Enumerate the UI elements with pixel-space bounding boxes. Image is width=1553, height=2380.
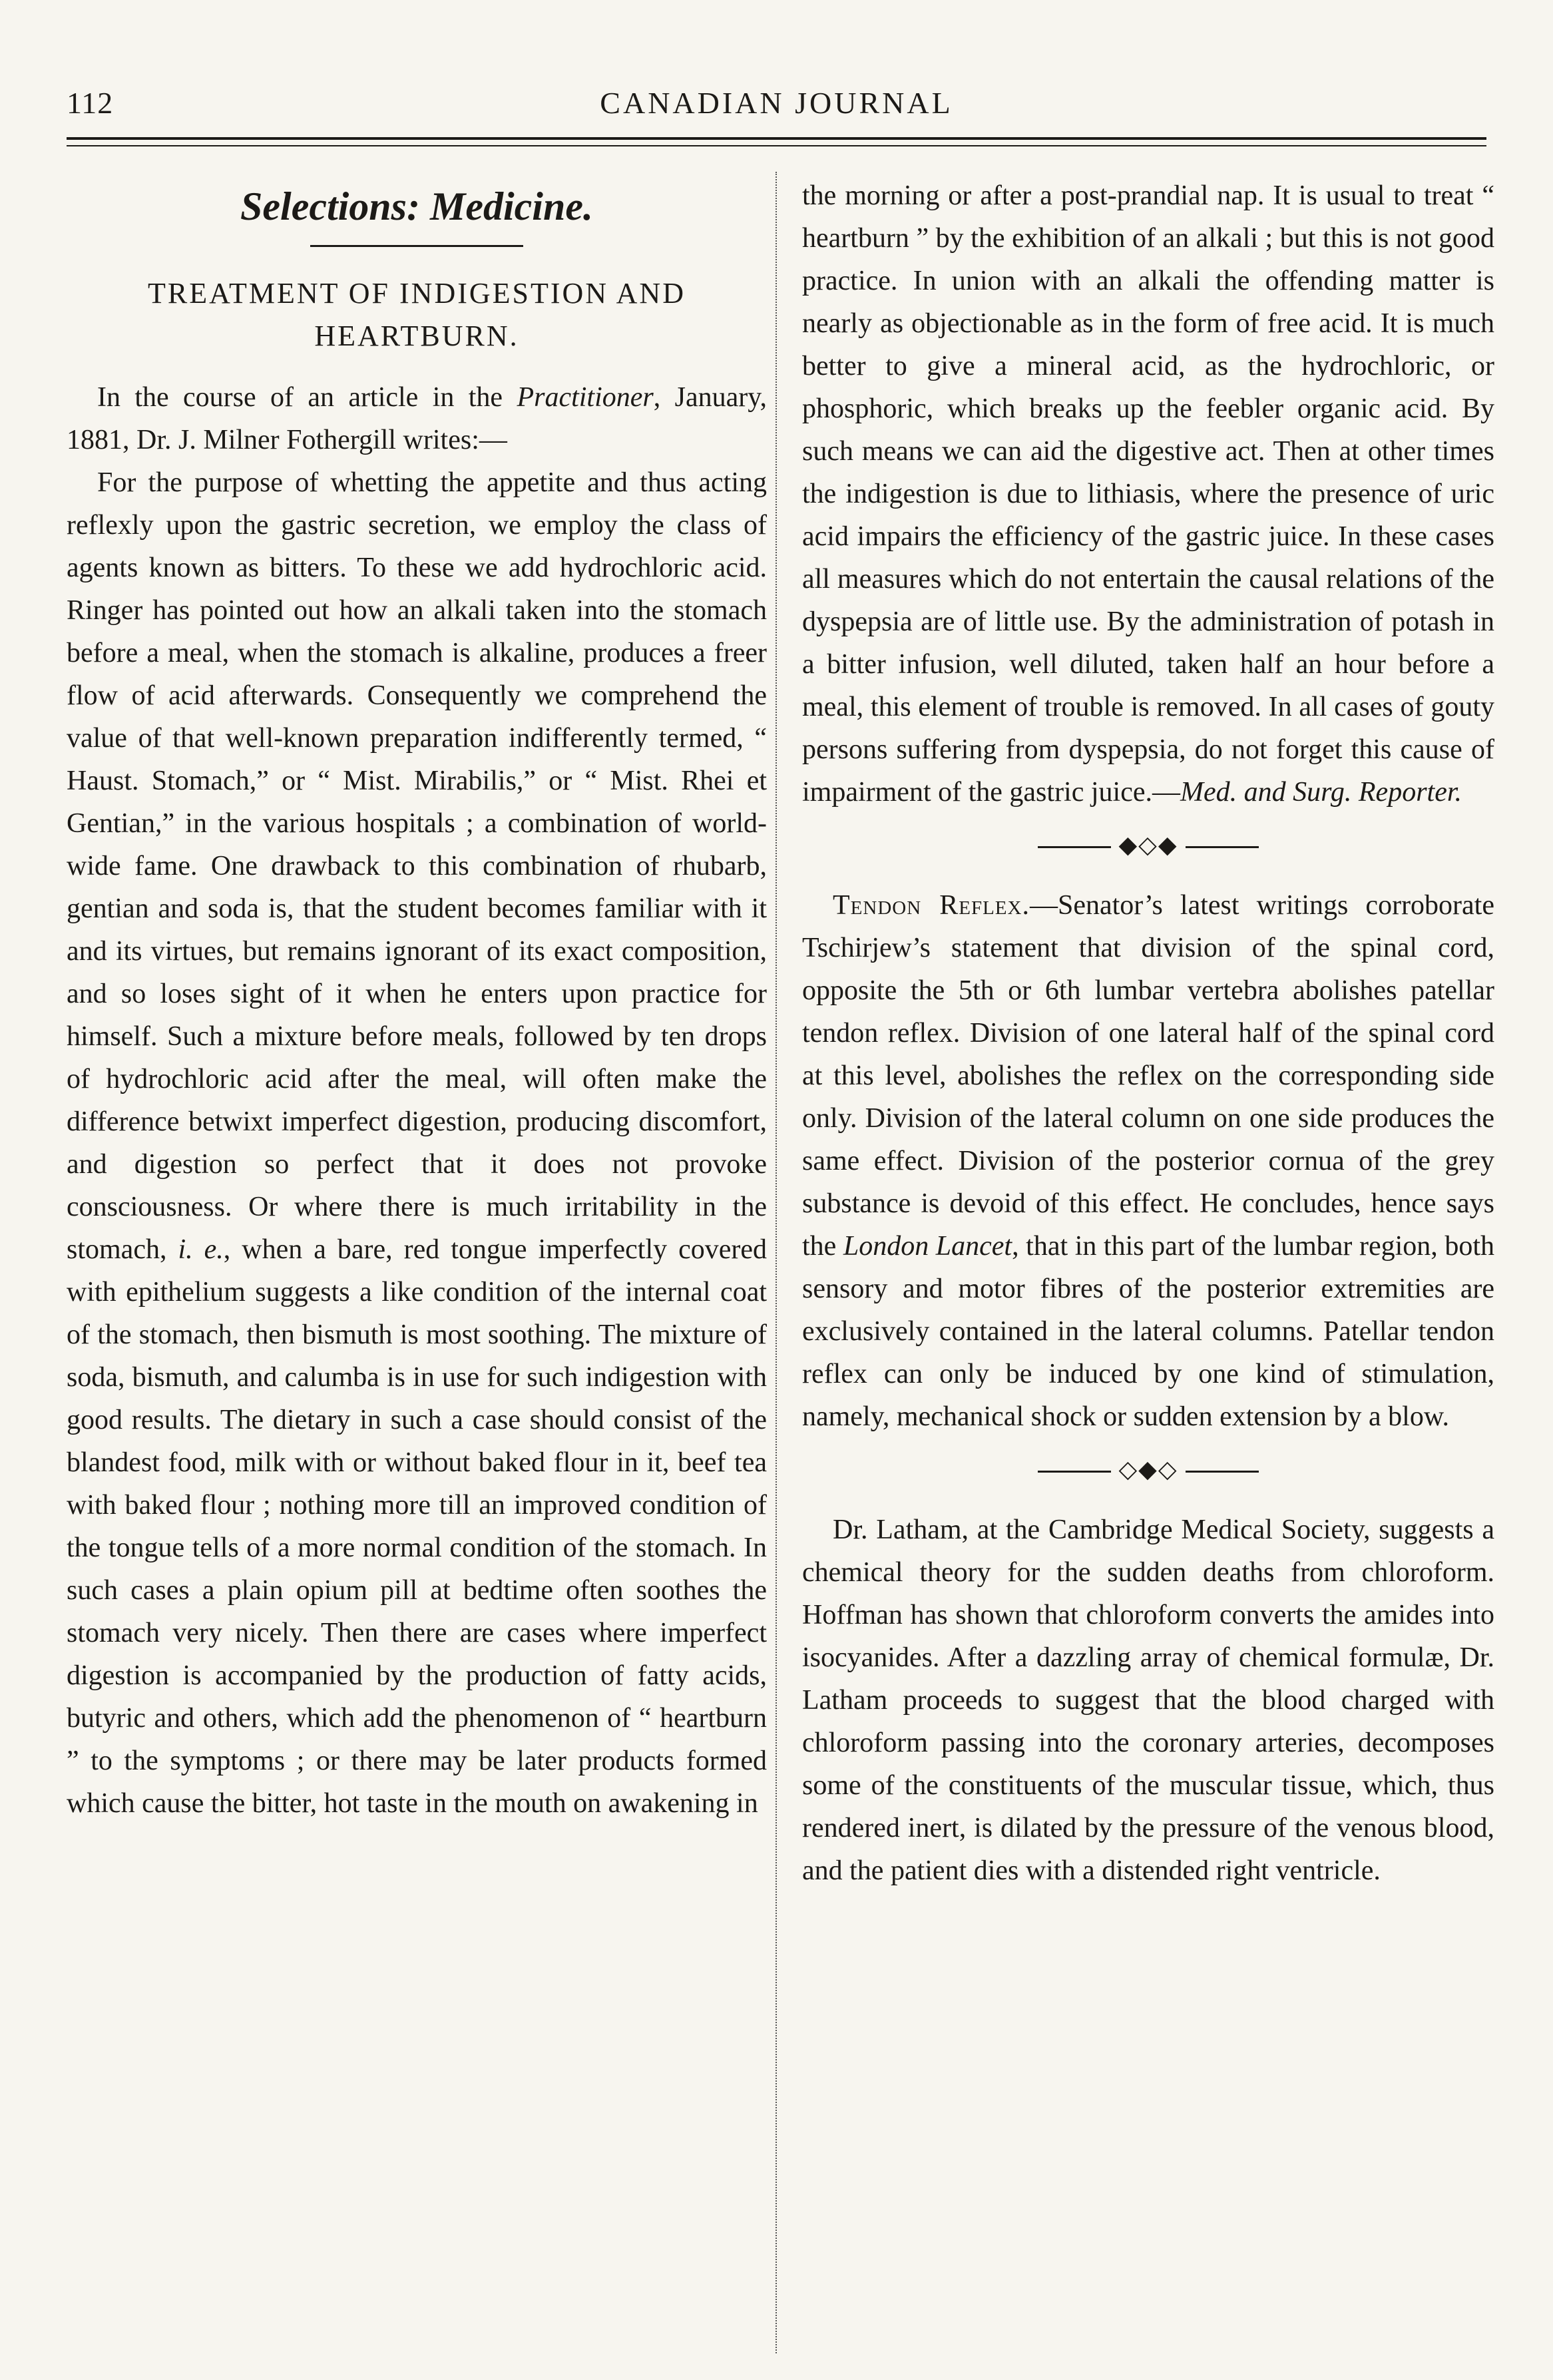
article-source: Med. and Surg. Reporter. bbox=[1180, 777, 1462, 808]
ornament-divider-2: ◇◆◇ bbox=[802, 1453, 1494, 1486]
chloroform-paragraph: Dr. Latham, at the Cambridge Medical Society, suggests a chemical theory for the sudden deaths from chloroform. Hoffman has shown that chloroform converts the amides into isocyanides. After a dazzling array of chemical formulæ, Dr. Latham proceeds to suggest that the blood charged with chloroform passing into the coronary arteries, decomposes some of the constituents of the muscular tissue, which, thus rendered inert, is dilated by the pressure of the venous blood, and the patient dies with a distended right ventricle. bbox=[802, 1515, 1494, 1886]
continuation-text: the morning or after a post-prandial nap. It is usual to treat “ heartburn ” by the exhibition of an alkali ; but this is not good practice. In union with an alkali the offending matter is nearly as objectionable as in the form of free acid. It is much better to give a mineral acid, as the hydrochloric, or phosphoric, which breaks up the feebler organic acid. By such means we can aid the digestive act. Then at other times the indigestion is due to lithiasis, where the presence of uric acid impairs the efficiency of the gastric juice. In these cases all measures which do not entertain the causal relations of the dyspepsia are of little use. By the administration of potash in a bitter infusion, well diluted, taken half an hour before a meal, this element of trouble is removed. In all cases of gouty persons suffering from dyspepsia, do not forget this cause of impairment of the gastric juice.— bbox=[802, 180, 1494, 808]
intro-text-a: In the course of an article in the bbox=[97, 382, 517, 413]
body-abbrev: i. e. bbox=[178, 1234, 224, 1265]
left-column bbox=[67, 174, 767, 1825]
article-body bbox=[67, 461, 767, 1825]
header-rule-thin bbox=[67, 145, 1486, 146]
tendon-reflex-title: Tendon Reflex. bbox=[833, 890, 1030, 921]
tendon-reflex-journal: London Lancet bbox=[843, 1231, 1012, 1262]
tendon-reflex-text-b: , that in this part of the lumbar region, both sensory and motor fibres of the posterior extremities are exclusively contained in the lateral columns. Patellar tendon reflex can only be induced by one kind of stimulation, namely, mechanical shock or sudden extension by a blow. bbox=[802, 1231, 1495, 1432]
body-text-a: For the purpose of whetting the appetite and thus acting reflexly upon the gastric secretion, we employ the class of agents known as bitters. To these we add hydrochloric acid. Ringer has pointed out how an alkali taken into the stomach before a meal, when the stomach is alkaline, produces a freer flow of acid afterwards. Consequently we comprehend the value of that well-known preparation indifferently termed, “ Haust. Stomach,” or “ Mist. Mirabilis,” or “ Mist. Rhei et Gentian,” in the various hospitals ; a combination of world-wide fame. One drawback to this combination of rhubarb, gentian and soda is, that the student becomes familiar with it and its virtues, but remains ignorant of its exact composition, and so loses sight of it when he enters upon practice for himself. Such a mixture before meals, followed by ten drops of hydrochloric acid after the meal, will often make the difference betwixt imperfect digestion, producing discomfort, and digestion so perfect that it does not provoke consciousness. Or where there is much irritability in the stomach, bbox=[67, 467, 767, 1265]
column-divider bbox=[776, 172, 777, 2353]
intro-journal-name: Practitioner bbox=[517, 382, 654, 413]
page-header bbox=[67, 85, 1486, 125]
intro-text-b: , January, 1881, Dr. J. Milner Fothergill writes:— bbox=[67, 382, 768, 455]
ornament-divider-1: ◆◇◆ bbox=[802, 828, 1494, 861]
tendon-reflex-text-a: —Senator’s latest writings corroborate Tschirjew’s statement that division of the spinal cord, opposite the 5th or 6th lumbar vertebra abolishes patellar tendon reflex. Division of one lateral half of the spinal cord at this level, abolishes the reflex on the corresponding side only. Division of the lateral column on one side produces the same effect. Division of the posterior cornua of the grey substance is devoid of this effect. He concludes, hence says the bbox=[802, 890, 1494, 1262]
section-heading: Selections: Medicine. bbox=[240, 184, 593, 228]
right-column bbox=[802, 174, 1494, 1892]
heading-rule bbox=[310, 245, 523, 247]
page-number: 112 bbox=[67, 86, 114, 120]
tendon-reflex-paragraph bbox=[802, 884, 1494, 1438]
article-continuation bbox=[802, 174, 1494, 814]
article-title-line-1: TREATMENT OF INDIGESTION AND bbox=[148, 277, 686, 310]
article-title-line-2: HEARTBURN. bbox=[314, 320, 519, 352]
body-text-b: , when a bare, red tongue imperfectly covered with epithelium suggests a like condition of the internal coat of the stomach, then bismuth is most soothing. The mixture of soda, bismuth, and calumba is in use for such indigestion with good results. The dietary in such a case should consist of the blandest food, milk with or without baked flour in it, beef tea with baked flour ; nothing more till an improved condition of the tongue tells of a more normal condition of the stomach. In such cases a plain opium pill at bedtime often soothes the stomach very nicely. Then there are cases where imperfect digestion is accompanied by the production of fatty acids, butyric and others, which add the phenomenon of “ heartburn ” to the symptoms ; or there may be later products formed which cause the bitter, hot taste in the mouth on awakening in bbox=[67, 1234, 768, 1819]
running-title: CANADIAN JOURNAL bbox=[600, 86, 953, 120]
header-rule-thick bbox=[67, 137, 1486, 140]
article-intro bbox=[67, 376, 767, 461]
article-title bbox=[67, 272, 767, 357]
